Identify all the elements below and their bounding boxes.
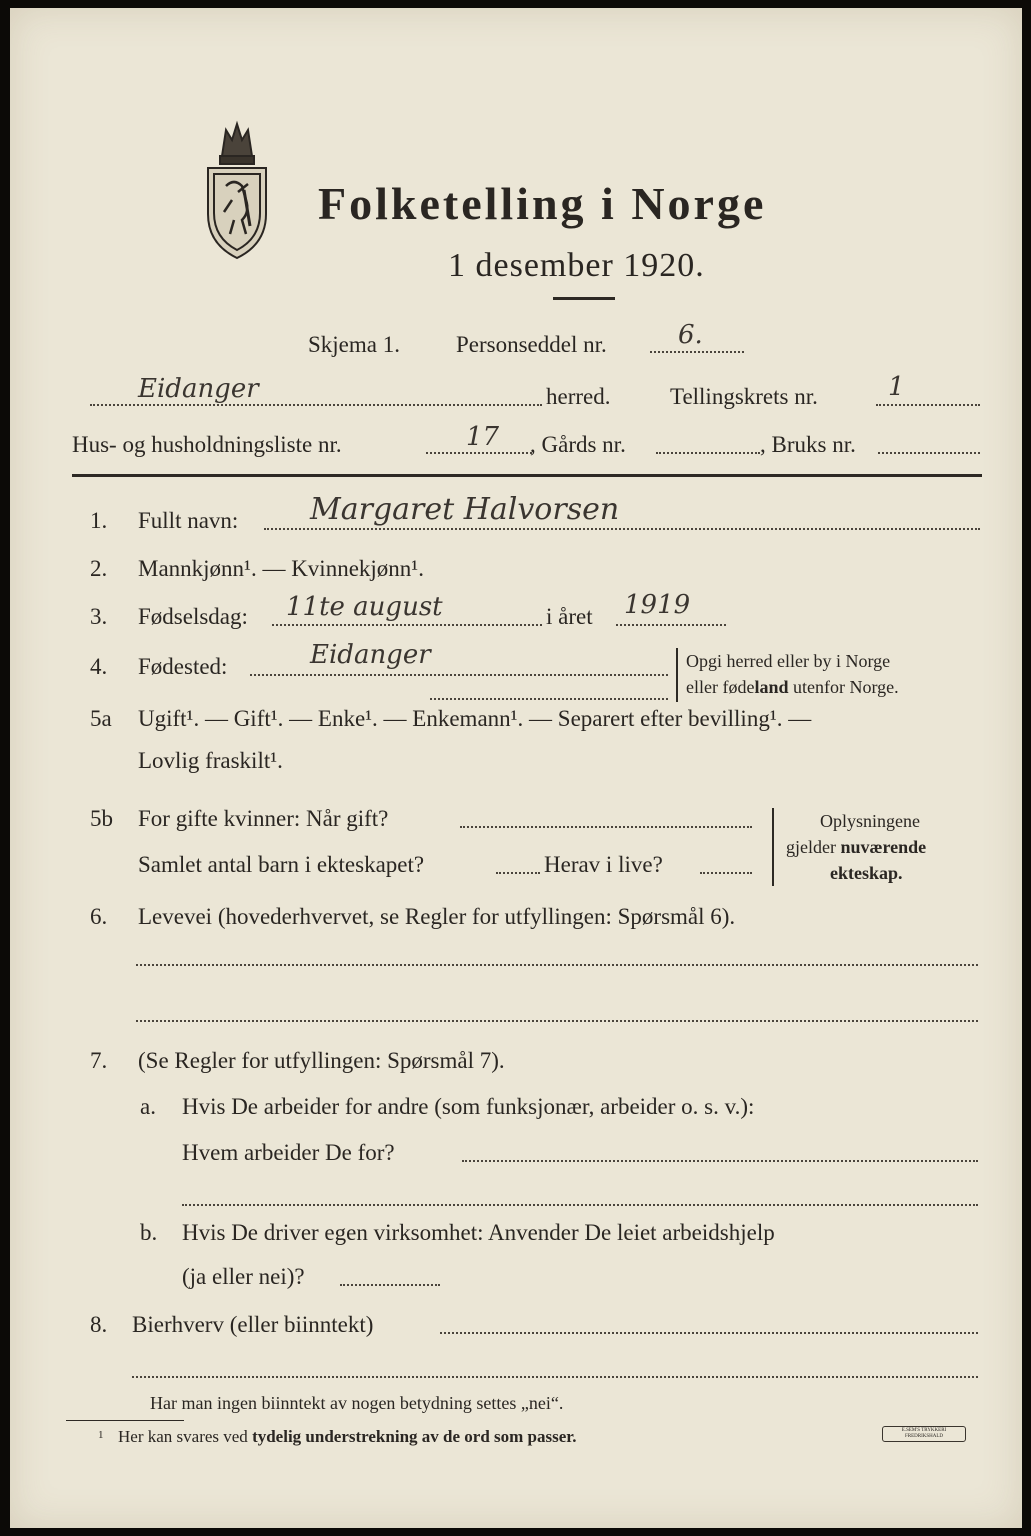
q6-line-2 [136,1020,978,1022]
hus-line [426,452,532,454]
q7b-line1: Hvis De driver egen virksomhet: Anvender De leiet arbeidshjelp [182,1220,775,1245]
printer-stamp-text: E.SEM'S TRYKKERI FREDRIKSHALD [901,1428,947,1439]
marital-status-options: Ugift¹. — Gift¹. — Enke¹. — Enkemann¹. — Separert efter bevilling¹. — [138,706,812,731]
footnote-rule [66,1420,184,1421]
q5b-married-line [460,826,752,828]
q2-label: Mannkjønn¹. — Kvinnekjønn¹. [138,556,424,581]
q8-line-2 [132,1376,978,1378]
q7a-line1: Hvis De arbeider for andre (som funksjonær, arbeider o. s. v.): [182,1094,755,1119]
q1-line [264,528,980,530]
q5b-line1: For gifte kvinner: Når gift? [138,806,389,831]
herred-line [90,404,542,406]
q2-number: 2. [90,556,108,581]
q5b-children-label: Samlet antal barn i ekteskapet? [138,852,425,877]
hus-label: Hus- og husholdningsliste nr. [72,432,342,457]
header-rule [72,474,982,477]
q7-number: 7. [90,1048,108,1073]
q5b-alive-line [700,872,752,874]
bruks-line [878,452,980,454]
printer-stamp [882,1426,966,1442]
q6-number: 6. [90,904,108,929]
q3-day-line [272,624,542,626]
q4-line [250,674,668,676]
q3-year-line [616,624,726,626]
birthplace-value[interactable]: Eidanger [310,640,431,670]
q3-number: 3. [90,604,108,629]
herred-label: herred. [546,384,611,409]
bruks-label: , Bruks nr. [760,432,856,457]
title-divider [553,297,615,300]
personseddel-label: Personseddel nr. [456,332,607,357]
hus-value[interactable]: 17 [466,422,500,452]
q4-note-line1: Opgi herred eller by i Norge [686,651,891,671]
q8-number: 8. [90,1312,108,1337]
q5b-note-bracket [772,808,774,886]
q5b-alive-label: Herav i live? [544,852,663,877]
q7a-letter: a. [140,1094,156,1119]
personseddel-value[interactable]: 6. [678,320,703,350]
q5b-children-line [496,872,540,874]
q5b-note-line1: Oplysningene [820,811,920,831]
q8-note: Har man ingen biinntekt av nogen betydning settes „nei“. [150,1393,564,1413]
q8-line-1 [440,1332,978,1334]
q4-line-2 [430,698,668,700]
census-form-page [10,8,1022,1528]
tellingskrets-line [876,404,980,406]
q1-label: Fullt navn: [138,508,239,533]
skjema-label: Skjema 1. [308,332,400,357]
personseddel-line [650,351,744,353]
q4-note-bracket [676,648,678,702]
q6-label: Levevei (hovederhvervet, se Regler for utfyllingen: Spørsmål 6). [138,904,736,929]
q5b-number: 5b [90,806,113,831]
gards-label: , Gårds nr. [530,432,626,457]
q8-label: Bierhverv (eller biinntekt) [132,1312,374,1337]
q1-number: 1. [90,508,108,533]
q5a-number: 5a [90,706,112,731]
q7a-employer-line-2 [182,1204,978,1206]
q7b-answer-line [340,1284,440,1286]
form-date: 1 desember 1920. [448,247,705,284]
coat-of-arms-icon [198,116,276,264]
q6-line-1 [136,964,978,966]
gards-line [656,452,760,454]
q7a-line2: Hvem arbeider De for? [182,1140,395,1165]
marital-status-options-2: Lovlig fraskilt¹. [138,748,283,773]
footnote-text: Her kan svares ved tydelig understrekning av de ord som passer. [118,1427,577,1446]
birth-year-value[interactable]: 1919 [624,590,691,620]
herred-value[interactable]: Eidanger [138,374,259,404]
q4-label: Fødested: [138,654,228,679]
q4-number: 4. [90,654,108,679]
tellingskrets-label: Tellingskrets nr. [670,384,818,409]
footnote-mark: 1 [98,1429,104,1441]
q7-label: (Se Regler for utfyllingen: Spørsmål 7). [138,1048,505,1073]
q4-note-line2: eller fødeland utenfor Norge. [686,677,899,697]
q7b-letter: b. [140,1220,158,1245]
tellingskrets-value[interactable]: 1 [888,372,905,402]
form-title: Folketelling i Norge [318,178,767,229]
birthdate-value[interactable]: 11te august [286,592,443,622]
q3-year-label: i året [546,604,593,629]
full-name-value[interactable]: Margaret Halvorsen [310,492,620,527]
q7a-employer-line [462,1160,978,1162]
q3-label: Fødselsdag: [138,604,248,629]
q5b-note-line3: ekteskap. [830,863,903,883]
q5b-note-line2: gjelder nuværende [786,837,927,857]
q7b-line2: (ja eller nei)? [182,1264,305,1289]
